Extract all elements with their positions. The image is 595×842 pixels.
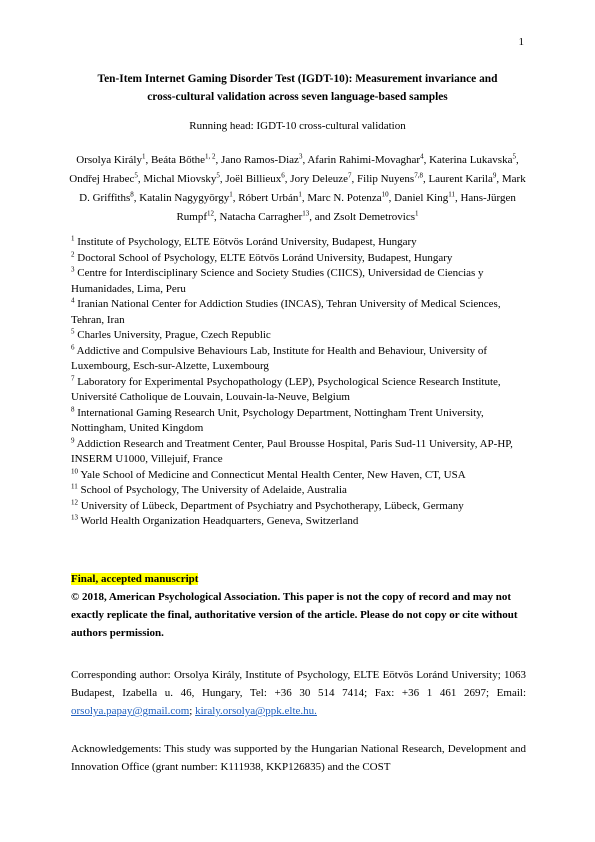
author-affiliation-marker: 5 — [134, 171, 138, 180]
author-name: Jano Ramos-Diaz — [221, 154, 299, 166]
author-name: Orsolya Király — [76, 154, 142, 166]
affiliation-text: Laboratory for Experimental Psychopathology (LEP), Psychological Science Research Institute, Université Catholique de Louvain, Louvain-la-Neuve, Belgium — [71, 375, 501, 403]
email-link-2[interactable]: kiraly.orsolya@ppk.elte.hu. — [195, 705, 317, 717]
author-name: Katalin Nagygyörgy — [139, 192, 230, 204]
affiliation-number: 5 — [71, 327, 75, 336]
paper-title-line-2: cross-cultural validation across seven language-based samples — [147, 91, 448, 103]
affiliation-text: Institute of Psychology, ELTE Eötvös Loránd University, Budapest, Hungary — [74, 236, 417, 248]
author-affiliation-marker: 4 — [420, 152, 424, 161]
affiliation-item — [71, 344, 526, 375]
email-link-1[interactable]: orsolya.papay@gmail.com — [71, 705, 190, 717]
author-affiliation-marker: 8 — [130, 190, 134, 199]
corresponding-author — [71, 666, 526, 720]
affiliation-text: Centre for Interdisciplinary Science and Society Studies (CIICS), Universidad de Ciencias y Humanidades, Lima, Peru — [71, 267, 484, 295]
author-name: Katerina Lukavska — [429, 154, 513, 166]
author-affiliation-marker: 1 — [141, 152, 146, 161]
affiliation-text: World Health Organization Headquarters, Geneva, Switzerland — [78, 515, 359, 527]
manuscript-notice-heading: Final, accepted manuscript — [71, 573, 199, 585]
affiliation-item — [71, 251, 526, 267]
affiliation-item — [71, 437, 526, 468]
author-affiliation-marker: 6 — [281, 171, 285, 180]
affiliation-item — [71, 514, 526, 530]
paper-title — [60, 70, 535, 106]
affiliation-text: Charles University, Prague, Czech Republic — [74, 329, 271, 341]
author-affiliation-marker: 5 — [512, 152, 516, 161]
affiliation-item — [71, 375, 526, 406]
email-separator: ; — [189, 705, 196, 717]
author-name: Natacha Carragher — [219, 211, 303, 223]
affiliation-item — [71, 266, 526, 297]
affiliation-item — [71, 297, 526, 328]
author-name: Jory Deleuze — [290, 173, 349, 185]
affiliation-number: 12 — [71, 497, 78, 506]
affiliation-number: 9 — [71, 435, 75, 444]
affiliation-item — [71, 406, 526, 437]
author-affiliation-marker: 10 — [381, 190, 389, 199]
author-name: Joël Billieux — [225, 173, 282, 185]
affiliation-text: International Gaming Research Unit, Psychology Department, Nottingham Trent University, Nottingham, United Kingdom — [71, 406, 484, 434]
acknowledgements: Acknowledgements: This study was supported by the Hungarian National Research, Development and Innovation Office (grant number: K111938, KKP126835) and the COST — [71, 743, 526, 773]
affiliation-number: 13 — [71, 513, 78, 522]
affiliation-text: School of Psychology, The University of Adelaide, Australia — [77, 484, 347, 496]
running-head: Running head: IGDT-10 cross-cultural validation — [189, 120, 406, 132]
affiliation-item — [71, 468, 526, 484]
author-name: Hans-Jürgen Rumpf — [176, 192, 516, 223]
author-name: Michal Miovsky — [143, 173, 217, 185]
author-affiliation-marker: 13 — [302, 209, 310, 218]
affiliation-item — [71, 499, 526, 515]
affiliation-text: Yale School of Medicine and Connecticut Mental Health Center, New Haven, CT, USA — [78, 468, 466, 481]
affiliation-number: 8 — [71, 404, 75, 413]
affiliation-text: Doctoral School of Psychology, ELTE Eötvös Loránd University, Budapest, Hungary — [74, 251, 453, 264]
affiliation-number: 1 — [71, 234, 75, 243]
author-name: Ondřej Hrabec — [69, 173, 135, 185]
author-name: Daniel King — [394, 192, 449, 204]
affiliation-text: Iranian National Center for Addiction Studies (INCAS), Tehran University of Medical Sciences, Tehran, Iran — [71, 298, 501, 326]
affiliation-number: 3 — [71, 265, 75, 274]
author-name: Laurent Karila — [428, 173, 493, 185]
affiliation-number: 7 — [71, 373, 75, 382]
author-affiliation-marker: 11 — [448, 190, 455, 199]
author-affiliation-marker: 3 — [298, 152, 303, 161]
manuscript-notice — [71, 570, 526, 642]
affiliation-number: 4 — [71, 296, 75, 305]
affiliation-number: 11 — [71, 482, 78, 491]
author-name: Mark D. Griffiths — [79, 173, 526, 204]
author-affiliation-marker: 1, 2 — [205, 152, 216, 161]
page-number: 1 — [518, 36, 524, 48]
author-affiliation-marker: 7,8 — [414, 171, 423, 180]
author-name: Marc N. Potenza — [307, 192, 382, 204]
author-affiliation-marker: 1 — [229, 190, 233, 199]
author-affiliation-marker: 9 — [492, 171, 497, 180]
corresponding-author-text: Corresponding author: Orsolya Király, Institute of Psychology, ELTE Eötvös Loránd University; 1063 Budapest, Izabella u. 46, Hungary, Tel: +36 30 514 7414; Fax: +36 1 461 2697; Email: — [71, 669, 526, 699]
affiliation-number: 2 — [71, 249, 75, 258]
author-affiliation-marker: 7 — [348, 171, 352, 180]
author-affiliation-marker: 1 — [415, 209, 419, 218]
affiliation-number: 10 — [71, 466, 78, 475]
affiliation-text: Addiction Research and Treatment Center, Paul Brousse Hospital, Paris Sud-11 University, AP-HP, INSERM U1000, Villejuif, France — [71, 437, 513, 465]
manuscript-notice-body: © 2018, American Psychological Association. This paper is not the copy of record and may not exactly replicate the final, authoritative version of the article. Please do not copy or cite without authors permission. — [71, 591, 518, 639]
author-name: Zsolt Demetrovics — [333, 211, 416, 223]
paper-title-line-1: Ten-Item Internet Gaming Disorder Test (IGDT-10): Measurement invariance and — [97, 73, 498, 85]
author-affiliation-marker: 12 — [207, 209, 215, 218]
author-list: Orsolya Király$^1$, Beáta Bőthe$^{1, 2}$, Jano Ramos-Diaz$^3$, Afarin Rahimi-Movaghar$^4$, Katerina Lukavska$^5$, Ondřej Hrabec$^5$, Michal Miovsky$^5$, Joël Billieux$^6$, Jory Deleuze$^7$, Filip Nuyens$^{7,8}$, Laurent Karila$^9$, Mark D. Griffiths$^8$, Katalin Nagygyörgy$^1$, Róbert Urbán$^1$, Marc N. Potenza$^{10}$, Daniel King$^{11}$, Hans-Jürgen Rumpf$^{12}$, Natacha Carragher$^{13}$, and Zsolt Demetrovics$^1$ — [69, 152, 526, 223]
affiliation-text: Addictive and Compulsive Behaviours Lab, Institute for Health and Behaviour, University of Luxembourg, Esch-sur-Alzette, Luxembourg — [71, 344, 488, 372]
affiliation-text: University of Lübeck, Department of Psychiatry and Psychotherapy, Lübeck, Germany — [78, 499, 464, 512]
author-name: Filip Nuyens — [357, 173, 415, 185]
author-name: Beáta Bőthe — [150, 154, 206, 166]
author-name: Afarin Rahimi-Movaghar — [307, 154, 421, 166]
affiliation-item — [71, 235, 526, 251]
author-affiliation-marker: 5 — [216, 171, 220, 180]
affiliation-item — [71, 328, 526, 344]
affiliation-number: 6 — [71, 342, 75, 351]
author-affiliation-marker: 1 — [298, 190, 302, 199]
affiliation-list — [71, 235, 526, 530]
author-name: Róbert Urbán — [238, 192, 299, 204]
affiliation-item — [71, 483, 526, 499]
